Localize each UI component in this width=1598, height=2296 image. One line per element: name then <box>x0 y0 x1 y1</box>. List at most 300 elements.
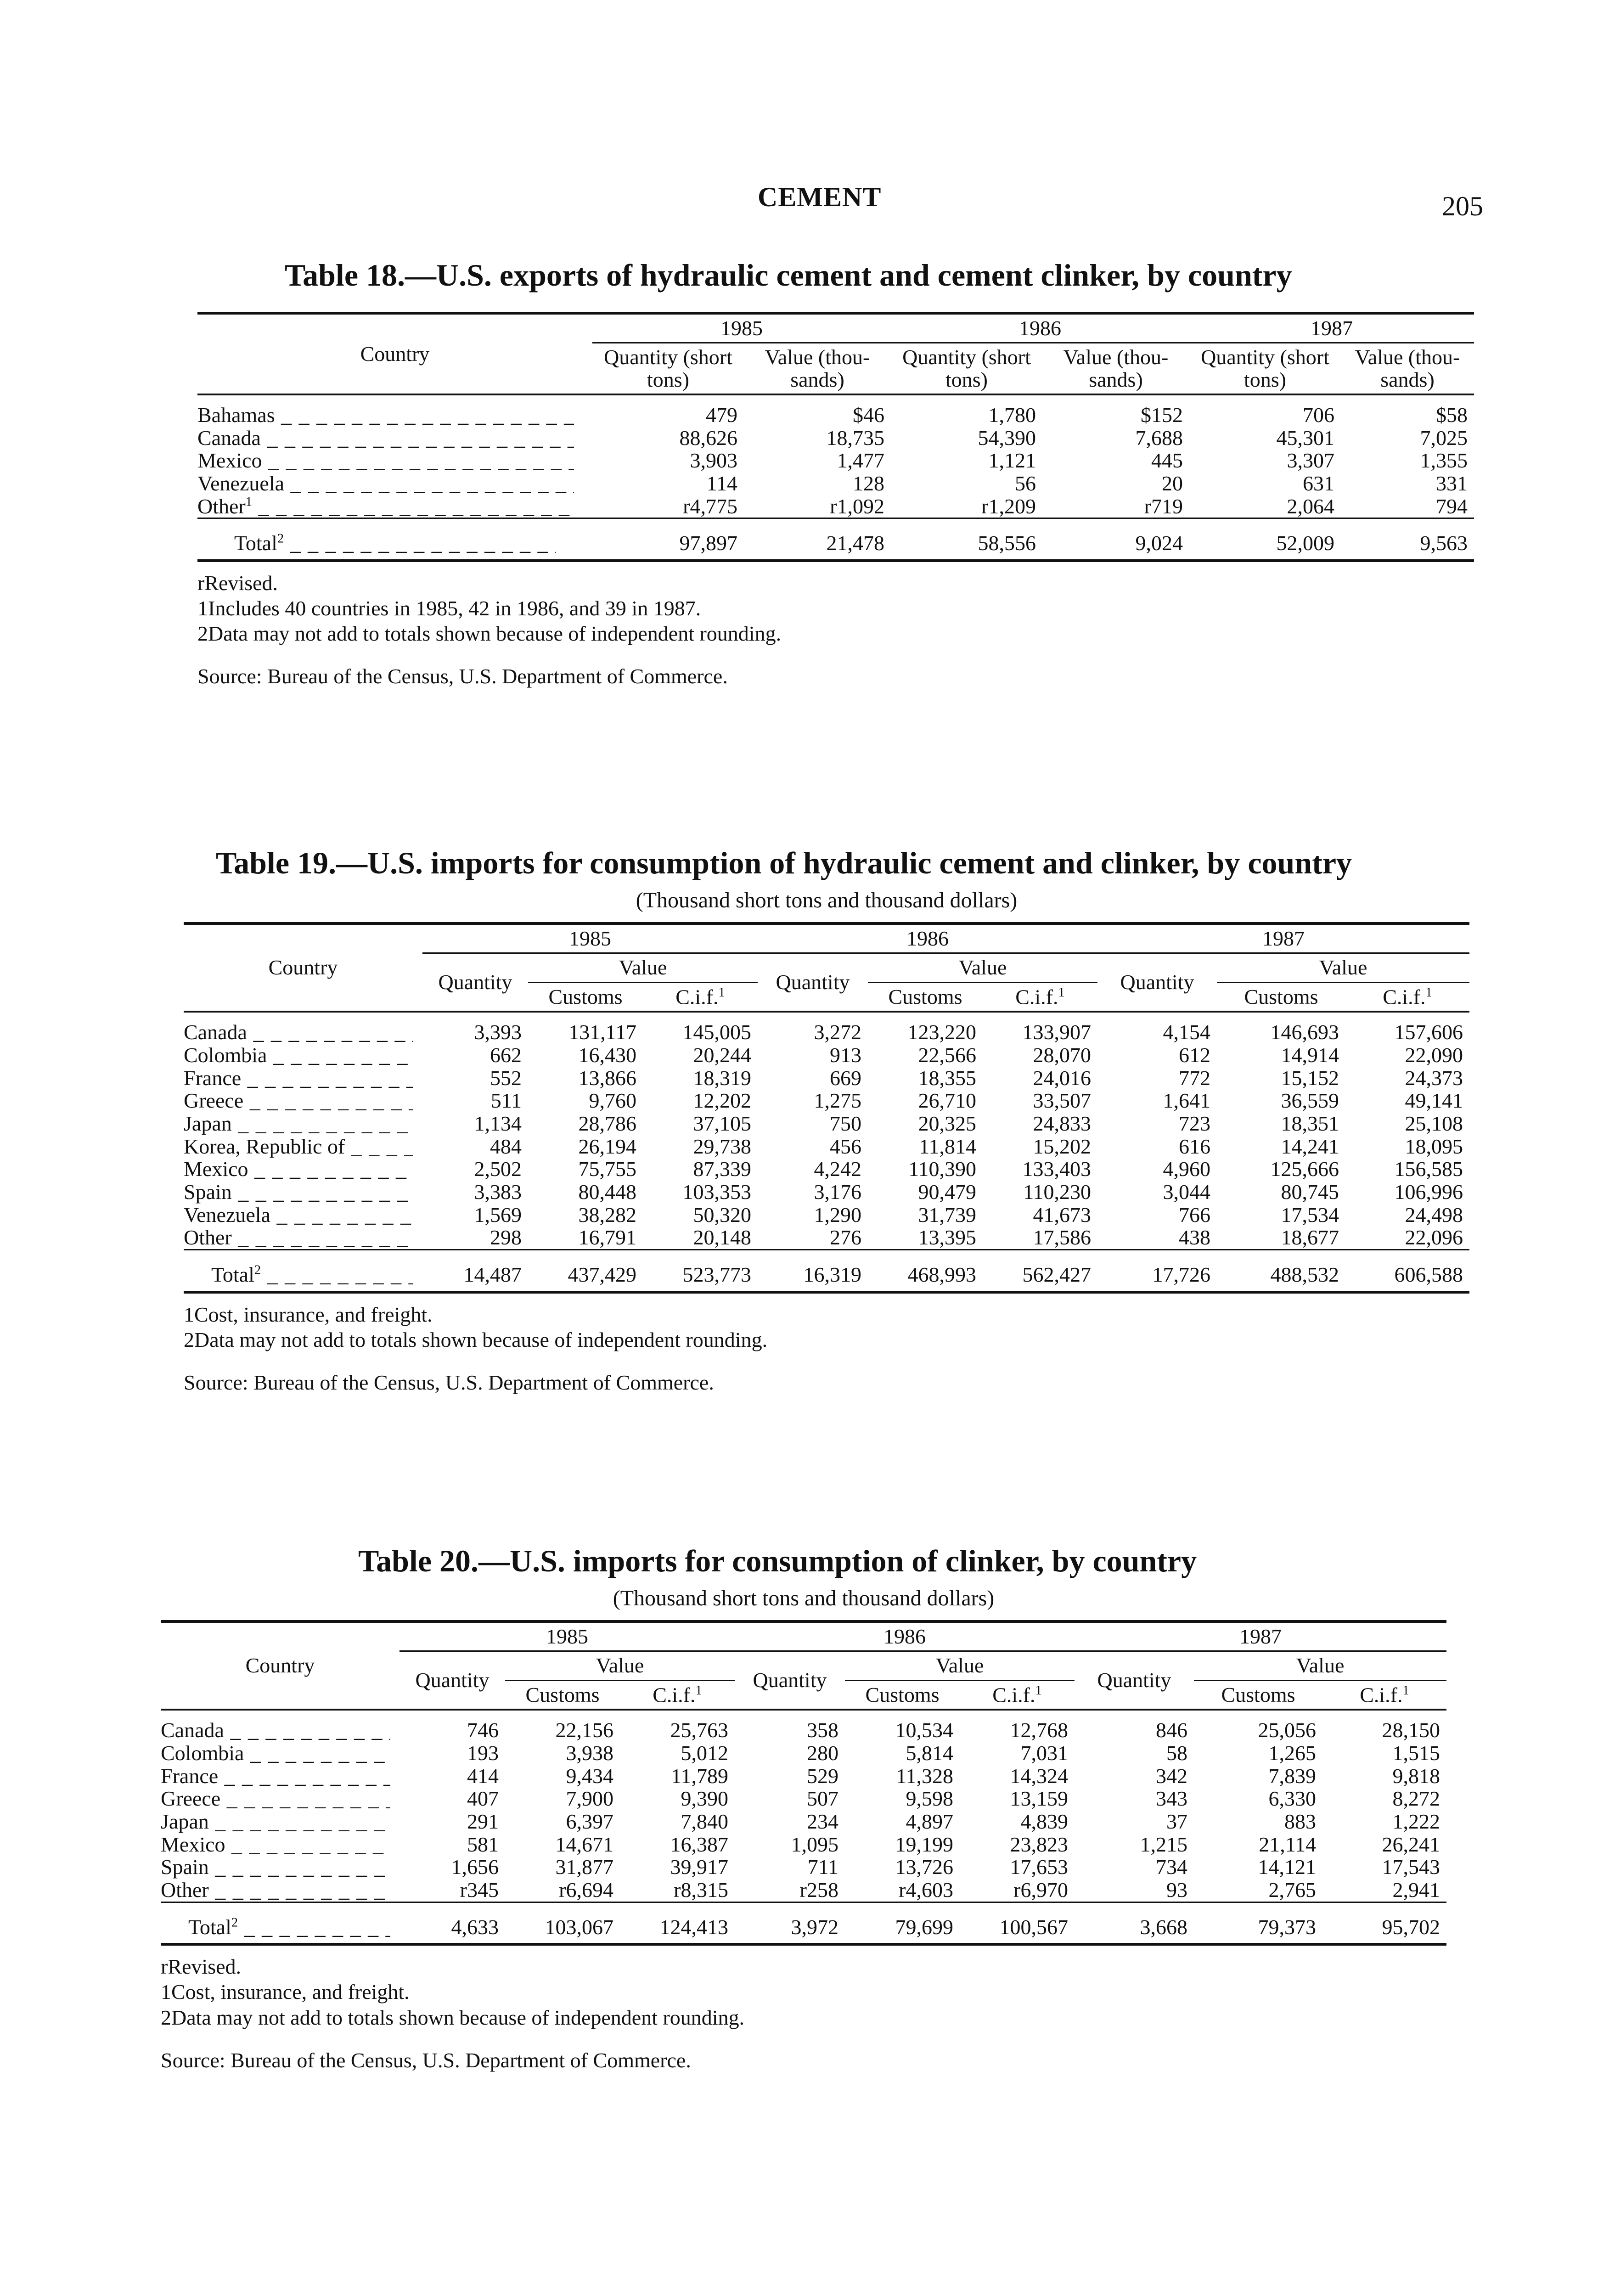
data-cell: 5,012 <box>681 1741 728 1765</box>
quantity-header: Quantity (short tons) <box>592 343 744 394</box>
country-name: Canada <box>197 426 261 450</box>
table-notes <box>184 1302 1469 1396</box>
data-cell: 29,738 <box>693 1134 751 1158</box>
data-cell: 479 <box>706 403 737 427</box>
table-title: Table 20.—U.S. imports for consumption of clinker, by country <box>358 1543 1197 1578</box>
data-cell: 13,726 <box>895 1855 953 1879</box>
country-name: Venezuela <box>184 1203 270 1227</box>
total-cell: 437,429 <box>528 1249 643 1292</box>
running-head: CEMENT <box>758 182 882 212</box>
footnote-marker: 1 <box>1425 985 1432 1000</box>
data-cell: 8,272 <box>1392 1787 1440 1811</box>
data-cell: 7,840 <box>681 1809 728 1833</box>
table-row <box>197 449 1474 472</box>
data-cell: 14,241 <box>1281 1134 1339 1158</box>
data-cell: 631 <box>1303 471 1334 495</box>
data-cell: 342 <box>1156 1764 1187 1788</box>
value-header: Value <box>505 1651 735 1680</box>
data-cell: 146,693 <box>1270 1020 1339 1044</box>
data-cell: 2,941 <box>1392 1878 1440 1902</box>
data-cell: 24,016 <box>1033 1066 1091 1090</box>
data-cell: 529 <box>807 1764 838 1788</box>
quantity-header: Quantity <box>735 1651 845 1710</box>
data-cell: 794 <box>1436 494 1468 518</box>
data-cell: 24,833 <box>1033 1111 1091 1135</box>
data-cell: 511 <box>490 1089 522 1113</box>
data-cell: 28,150 <box>1382 1718 1440 1742</box>
data-cell: 11,328 <box>896 1764 953 1788</box>
data-cell: 18,355 <box>918 1066 976 1090</box>
data-cell: 291 <box>467 1809 499 1833</box>
source-note: Source: Bureau of the Census, U.S. Department of Commerce. <box>161 2048 691 2072</box>
data-cell: 24,373 <box>1405 1066 1463 1090</box>
data-cell: 1,222 <box>1392 1809 1440 1833</box>
footnote-marker: 1 <box>245 495 253 509</box>
data-cell: 88,626 <box>679 426 737 450</box>
data-cell: 3,307 <box>1287 449 1334 473</box>
table-row <box>197 495 1474 518</box>
data-cell: 1,215 <box>1140 1832 1187 1856</box>
total-cell: 58,556 <box>891 518 1042 561</box>
total-cell: 9,563 <box>1341 518 1474 561</box>
data-cell: 2,064 <box>1287 494 1334 518</box>
value-header: Value <box>528 953 758 982</box>
table-notes <box>161 1954 1446 2073</box>
data-cell: $58 <box>1436 403 1468 427</box>
table-row <box>197 394 1474 427</box>
data-cell: 7,688 <box>1135 426 1183 450</box>
country-name: France <box>184 1066 242 1090</box>
data-cell: 913 <box>830 1043 861 1067</box>
total-cell: 52,009 <box>1189 518 1341 561</box>
country-name: Korea, Republic of <box>184 1135 345 1158</box>
year-header: 1985 <box>592 313 891 343</box>
country-name: Japan <box>161 1810 209 1833</box>
data-cell: 846 <box>1156 1718 1187 1742</box>
footnote: rRevised. <box>197 571 278 595</box>
total-cell: 79,373 <box>1194 1902 1322 1944</box>
data-cell: 3,044 <box>1163 1180 1210 1204</box>
total-cell: 468,993 <box>868 1249 983 1292</box>
data-cell: 6,330 <box>1268 1787 1316 1811</box>
table-row <box>184 1135 1469 1158</box>
data-cell: 38,282 <box>578 1203 636 1227</box>
data-cell: 21,114 <box>1259 1832 1316 1856</box>
data-cell: 15,202 <box>1033 1134 1091 1158</box>
data-cell: 1,275 <box>814 1089 861 1113</box>
country-name: Mexico <box>197 449 262 472</box>
data-cell: r6,694 <box>559 1878 613 1902</box>
table-row <box>184 1158 1469 1181</box>
data-cell: 1,121 <box>988 449 1036 473</box>
data-cell: 772 <box>1179 1066 1210 1090</box>
country-name: Other <box>197 495 246 518</box>
footnote-marker: 1 <box>695 1683 702 1698</box>
data-cell: 11,814 <box>919 1134 976 1158</box>
total-cell: 562,427 <box>983 1249 1097 1292</box>
data-cell: 3,393 <box>474 1020 522 1044</box>
data-cell: 36,559 <box>1281 1089 1339 1113</box>
value-header: Value (thou- sands) <box>744 343 891 394</box>
data-cell: 18,319 <box>693 1066 751 1090</box>
data-cell: 133,907 <box>1022 1020 1091 1044</box>
data-cell: 22,096 <box>1405 1226 1463 1249</box>
data-cell: r1,209 <box>981 494 1036 518</box>
data-cell: 4,242 <box>814 1157 861 1181</box>
year-header: 1985 <box>422 923 758 953</box>
customs-header: Customs <box>1217 982 1345 1012</box>
country-name: Canada <box>184 1021 247 1044</box>
data-cell: 7,031 <box>1020 1741 1068 1765</box>
country-header: Country <box>197 313 592 394</box>
data-cell: 19,199 <box>895 1832 953 1856</box>
data-cell: 9,390 <box>681 1787 728 1811</box>
data-cell: 706 <box>1303 403 1334 427</box>
footnote-marker: 2 <box>254 1263 261 1277</box>
footnote-marker: 1 <box>1035 1683 1042 1698</box>
data-cell: 298 <box>490 1226 522 1249</box>
data-cell: 18,677 <box>1281 1226 1339 1249</box>
table-row <box>184 1067 1469 1090</box>
country-name: Mexico <box>161 1833 225 1856</box>
total-cell: 124,413 <box>620 1902 735 1944</box>
data-cell: 750 <box>830 1111 861 1135</box>
data-cell: 16,430 <box>578 1043 636 1067</box>
data-cell: 10,534 <box>895 1718 953 1742</box>
table-row <box>184 1044 1469 1067</box>
year-header: 1986 <box>891 313 1189 343</box>
data-cell: 25,056 <box>1258 1718 1316 1742</box>
quantity-header: Quantity <box>1075 1651 1194 1710</box>
data-cell: 37,105 <box>693 1111 751 1135</box>
data-cell: 193 <box>467 1741 499 1765</box>
data-cell: r258 <box>799 1878 838 1902</box>
data-cell: 2,765 <box>1268 1878 1316 1902</box>
data-cell: r6,970 <box>1013 1878 1068 1902</box>
data-cell: 1,780 <box>988 403 1036 427</box>
value-header: Value <box>868 953 1097 982</box>
quantity-header: Quantity <box>1097 953 1217 1012</box>
data-cell: 125,666 <box>1270 1157 1339 1181</box>
data-cell: 14,324 <box>1010 1764 1068 1788</box>
data-cell: 123,220 <box>907 1020 976 1044</box>
data-cell: 9,818 <box>1392 1764 1440 1788</box>
country-name: Colombia <box>184 1043 267 1067</box>
total-cell: 100,567 <box>960 1902 1075 1944</box>
country-name: Total <box>211 1263 254 1286</box>
data-cell: 445 <box>1151 449 1183 473</box>
total-row <box>184 1249 1469 1292</box>
data-cell: 9,598 <box>906 1787 953 1811</box>
data-cell: r4,775 <box>683 494 737 518</box>
cif-header: C.i.f. <box>653 1683 696 1706</box>
table-subtitle: (Thousand short tons and thousand dollars) <box>613 1586 995 1610</box>
data-cell: 1,477 <box>837 449 884 473</box>
data-cell: 456 <box>830 1134 861 1158</box>
footnote-marker: 2 <box>231 1915 238 1930</box>
data-cell: 5,814 <box>906 1741 953 1765</box>
data-cell: 87,339 <box>693 1157 751 1181</box>
customs-header: Customs <box>845 1680 960 1710</box>
total-cell: 17,726 <box>1097 1249 1217 1292</box>
data-cell: 358 <box>807 1718 838 1742</box>
customs-header: Customs <box>528 982 643 1012</box>
data-cell: 883 <box>1284 1809 1316 1833</box>
data-cell: 37 <box>1166 1809 1187 1833</box>
cif-header: C.i.f. <box>1383 985 1426 1008</box>
cif-header: C.i.f. <box>992 1683 1035 1706</box>
data-cell: 9,434 <box>566 1764 613 1788</box>
data-cell: 20,325 <box>918 1111 976 1135</box>
year-header: 1987 <box>1097 923 1469 953</box>
data-cell: 407 <box>467 1787 499 1811</box>
data-cell: 331 <box>1436 471 1468 495</box>
value-header: Value <box>1217 953 1469 982</box>
data-cell: 41,673 <box>1033 1203 1091 1227</box>
country-header: Country <box>184 923 422 1012</box>
data-cell: 128 <box>853 471 884 495</box>
cif-header: C.i.f. <box>1015 985 1058 1008</box>
data-cell: 4,897 <box>906 1809 953 1833</box>
country-name: Bahamas <box>197 403 275 427</box>
cif-header: C.i.f. <box>1360 1683 1403 1706</box>
data-cell: 711 <box>807 1855 838 1879</box>
data-cell: 23,823 <box>1010 1832 1068 1856</box>
country-name: Greece <box>161 1787 221 1810</box>
data-cell: 114 <box>706 471 737 495</box>
table-row <box>161 1765 1446 1788</box>
data-cell: 20 <box>1162 471 1183 495</box>
data-cell: 157,606 <box>1394 1020 1463 1044</box>
data-cell: 18,735 <box>826 426 884 450</box>
data-cell: 26,194 <box>578 1134 636 1158</box>
data-cell: r8,315 <box>674 1878 728 1902</box>
total-cell: 14,487 <box>422 1249 528 1292</box>
table-title: Table 18.—U.S. exports of hydraulic cement and cement clinker, by country <box>285 258 1292 293</box>
footnote-marker: 2 <box>277 532 284 546</box>
data-cell: 18,095 <box>1405 1134 1463 1158</box>
country-header: Country <box>161 1621 400 1710</box>
total-cell: 103,067 <box>505 1902 620 1944</box>
data-cell: $46 <box>853 403 884 427</box>
data-cell: 1,569 <box>474 1203 522 1227</box>
country-name: Total <box>234 532 277 555</box>
total-cell: 16,319 <box>758 1249 868 1292</box>
data-cell: 766 <box>1179 1203 1210 1227</box>
data-cell: 93 <box>1166 1878 1187 1902</box>
table-19 <box>184 845 1469 1395</box>
data-cell: 4,839 <box>1020 1809 1068 1833</box>
total-cell: 21,478 <box>744 518 891 561</box>
data-cell: 7,025 <box>1420 426 1468 450</box>
year-header: 1986 <box>735 1621 1075 1651</box>
data-cell: 484 <box>490 1134 522 1158</box>
data-cell: 31,877 <box>555 1855 613 1879</box>
data-cell: 3,938 <box>566 1741 613 1765</box>
table-20-grid <box>161 1620 1446 1946</box>
data-cell: 131,117 <box>568 1020 636 1044</box>
data-cell: 669 <box>830 1066 861 1090</box>
data-cell: 1,641 <box>1163 1089 1210 1113</box>
year-header: 1987 <box>1075 1621 1446 1651</box>
data-cell: 110,230 <box>1023 1180 1091 1204</box>
data-cell: 11,789 <box>671 1764 728 1788</box>
total-cell: 3,972 <box>735 1902 845 1944</box>
year-header: 1987 <box>1189 313 1474 343</box>
table-row <box>161 1787 1446 1810</box>
year-header: 1985 <box>400 1621 735 1651</box>
data-cell: 3,176 <box>814 1180 861 1204</box>
data-cell: $152 <box>1141 403 1183 427</box>
data-cell: 17,534 <box>1281 1203 1339 1227</box>
total-cell: 97,897 <box>592 518 744 561</box>
quantity-header: Quantity <box>400 1651 505 1710</box>
customs-header: Customs <box>1194 1680 1322 1710</box>
data-cell: 28,070 <box>1033 1043 1091 1067</box>
table-notes <box>197 570 1474 689</box>
data-cell: 22,566 <box>918 1043 976 1067</box>
data-cell: 1,656 <box>451 1855 499 1879</box>
country-name: Other <box>161 1878 209 1902</box>
data-cell: 17,653 <box>1010 1855 1068 1879</box>
data-cell: 80,448 <box>578 1180 636 1204</box>
data-cell: r345 <box>460 1878 499 1902</box>
source-note: Source: Bureau of the Census, U.S. Department of Commerce. <box>197 664 728 688</box>
value-header: Value (thou- sands) <box>1042 343 1189 394</box>
data-cell: r1,092 <box>830 494 884 518</box>
data-cell: 56 <box>1015 471 1036 495</box>
total-cell: 79,699 <box>845 1902 960 1944</box>
customs-header: Customs <box>868 982 983 1012</box>
country-name: Spain <box>184 1180 232 1204</box>
data-cell: 22,090 <box>1405 1043 1463 1067</box>
data-cell: 45,301 <box>1276 426 1334 450</box>
quantity-header: Quantity <box>758 953 868 1012</box>
data-cell: 3,272 <box>814 1020 861 1044</box>
country-name: Venezuela <box>197 472 284 495</box>
table-row <box>184 1226 1469 1249</box>
table-row <box>161 1879 1446 1902</box>
data-cell: 16,791 <box>578 1226 636 1249</box>
data-cell: 746 <box>467 1718 499 1742</box>
data-cell: 7,839 <box>1268 1764 1316 1788</box>
footnote: 2Data may not add to totals shown because of independent rounding. <box>197 622 782 646</box>
data-cell: 343 <box>1156 1787 1187 1811</box>
data-cell: 414 <box>467 1764 499 1788</box>
table-row <box>197 427 1474 450</box>
data-cell: 145,005 <box>682 1020 751 1044</box>
data-cell: 507 <box>807 1787 838 1811</box>
data-cell: 50,320 <box>693 1203 751 1227</box>
data-cell: 17,586 <box>1033 1226 1091 1249</box>
total-row <box>161 1902 1446 1944</box>
quantity-header: Quantity (short tons) <box>891 343 1042 394</box>
data-cell: 80,745 <box>1281 1180 1339 1204</box>
value-header: Value <box>845 1651 1075 1680</box>
data-cell: 1,355 <box>1420 449 1468 473</box>
table-row <box>161 1710 1446 1742</box>
data-cell: 20,244 <box>693 1043 751 1067</box>
data-cell: r4,603 <box>899 1878 953 1902</box>
source-note: Source: Bureau of the Census, U.S. Department of Commerce. <box>184 1370 714 1394</box>
country-name: Colombia <box>161 1741 244 1765</box>
table-row <box>161 1810 1446 1833</box>
total-cell: 95,702 <box>1322 1902 1446 1944</box>
data-cell: 12,202 <box>693 1089 751 1113</box>
data-cell: 276 <box>830 1226 861 1249</box>
data-cell: 438 <box>1179 1226 1210 1249</box>
data-cell: 26,710 <box>918 1089 976 1113</box>
total-cell: 4,633 <box>400 1902 505 1944</box>
table-18-grid <box>197 312 1474 562</box>
data-cell: 25,108 <box>1405 1111 1463 1135</box>
footnote-marker: 1 <box>1402 1683 1409 1698</box>
table-row <box>184 1089 1469 1112</box>
data-cell: 106,996 <box>1394 1180 1463 1204</box>
data-cell: 12,768 <box>1010 1718 1068 1742</box>
data-cell: 280 <box>807 1741 838 1765</box>
footnote: rRevised. <box>161 1955 242 1979</box>
data-cell: 616 <box>1179 1134 1210 1158</box>
data-cell: 4,154 <box>1163 1020 1210 1044</box>
footnote: 1Cost, insurance, and freight. <box>184 1302 433 1326</box>
data-cell: 14,914 <box>1281 1043 1339 1067</box>
data-cell: 552 <box>490 1066 522 1090</box>
data-cell: 90,479 <box>918 1180 976 1204</box>
table-row <box>184 1204 1469 1227</box>
data-cell: 14,671 <box>555 1832 613 1856</box>
data-cell: 26,241 <box>1382 1832 1440 1856</box>
data-cell: 4,960 <box>1163 1157 1210 1181</box>
table-subtitle: (Thousand short tons and thousand dollars) <box>636 888 1018 912</box>
data-cell: 1,515 <box>1392 1741 1440 1765</box>
data-cell: 20,148 <box>693 1226 751 1249</box>
data-cell: 15,152 <box>1281 1066 1339 1090</box>
country-name: Greece <box>184 1089 244 1112</box>
total-row <box>197 518 1474 561</box>
year-header: 1986 <box>758 923 1097 953</box>
data-cell: 6,397 <box>566 1809 613 1833</box>
data-cell: 24,498 <box>1405 1203 1463 1227</box>
table-row <box>184 1181 1469 1204</box>
total-cell: 523,773 <box>643 1249 758 1292</box>
data-cell: 31,739 <box>918 1203 976 1227</box>
page-number: 205 <box>1442 191 1483 221</box>
quantity-header: Quantity <box>422 953 528 1012</box>
data-cell: 39,917 <box>670 1855 728 1879</box>
total-cell: 3,668 <box>1075 1902 1194 1944</box>
data-cell: 1,095 <box>791 1832 838 1856</box>
footnote: 2Data may not add to totals shown because of independent rounding. <box>184 1328 768 1351</box>
country-name: Other <box>184 1226 232 1249</box>
footnote: 1Cost, insurance, and freight. <box>161 1980 410 2004</box>
data-cell: 723 <box>1179 1111 1210 1135</box>
data-cell: 1,134 <box>474 1111 522 1135</box>
total-cell: 606,588 <box>1345 1249 1469 1292</box>
data-cell: 1,290 <box>814 1203 861 1227</box>
data-cell: 2,502 <box>474 1157 522 1181</box>
data-cell: 581 <box>467 1832 499 1856</box>
country-name: Canada <box>161 1719 224 1742</box>
table-19-grid <box>184 922 1469 1294</box>
data-cell: 1,265 <box>1268 1741 1316 1765</box>
data-cell: 612 <box>1179 1043 1210 1067</box>
footnote-marker: 1 <box>1058 985 1065 1000</box>
data-cell: 9,760 <box>589 1089 636 1113</box>
customs-header: Customs <box>505 1680 620 1710</box>
data-cell: 13,866 <box>578 1066 636 1090</box>
data-cell: 18,351 <box>1281 1111 1339 1135</box>
